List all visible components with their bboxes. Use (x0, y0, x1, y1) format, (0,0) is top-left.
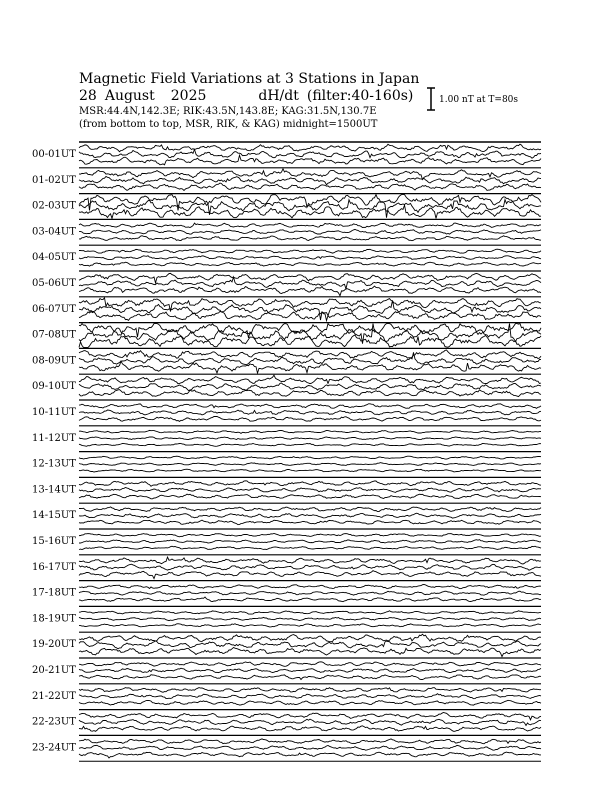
trace-rik (79, 745, 541, 750)
trace-rik (79, 564, 541, 570)
trace-kag (79, 634, 541, 642)
trace-rik (79, 694, 541, 699)
row-label: 13-14UT (32, 484, 76, 496)
trace-msr (79, 700, 541, 705)
trace-kag (79, 557, 541, 564)
row-label: 05-06UT (32, 278, 76, 289)
trace-msr (79, 648, 541, 657)
trace-rik (79, 540, 541, 543)
row-label: 14-15UT (32, 510, 76, 522)
trace-kag (79, 404, 541, 409)
trace-msr (79, 236, 541, 241)
row-label: 21-22UT (32, 690, 76, 702)
trace-kag (79, 350, 541, 359)
trace-msr (79, 597, 541, 602)
trace-msr (79, 675, 541, 680)
chart-title: Magnetic Field Variations at 3 Stations in Japan (79, 71, 420, 87)
scale-label: 1.00 nT at T=80s (439, 95, 519, 105)
trace-msr (79, 494, 541, 499)
trace-rik (79, 410, 541, 415)
row-label: 08-09UT (32, 355, 76, 367)
row-label: 10-11UT (32, 407, 76, 418)
date-day: 28 (79, 88, 97, 104)
trace-kag (79, 585, 541, 589)
trace-kag (79, 223, 541, 227)
trace-msr (79, 752, 541, 758)
trace-msr (79, 361, 541, 373)
row-label: 22-23UT (32, 716, 76, 728)
trace-msr (79, 546, 541, 549)
trace-rik (79, 487, 541, 492)
row-label: 15-16UT (32, 536, 76, 547)
filter-label: (filter:40-160s) (306, 88, 414, 104)
row-label: 18-19UT (32, 613, 76, 625)
trace-kag (79, 662, 541, 667)
trace-msr (79, 155, 541, 165)
trace-msr (79, 205, 541, 218)
trace-kag (79, 688, 541, 693)
trace-rik (79, 437, 541, 440)
scale-bar (427, 88, 435, 110)
row-label: 03-04UT (32, 226, 76, 238)
trace-rik (79, 383, 541, 391)
trace-msr (79, 726, 541, 732)
trace-msr (79, 286, 541, 296)
row-label: 06-07UT (32, 303, 76, 315)
trace-rik (79, 277, 541, 289)
trace-rik (79, 256, 541, 260)
quantity-label: dH/dt (258, 88, 299, 104)
trace-kag (79, 430, 541, 433)
row-label: 11-12UT (32, 432, 76, 444)
row-label: 12-13UT (32, 458, 76, 470)
date-year: 2025 (170, 88, 207, 104)
trace-rik (79, 719, 541, 725)
trace-kag (79, 611, 541, 614)
trace-kag (79, 739, 541, 744)
trace-kag (79, 507, 541, 512)
row-label: 04-05UT (32, 252, 76, 264)
row-label: 20-21UT (32, 665, 76, 676)
trace-rik (79, 177, 541, 185)
trace-rik (79, 668, 541, 672)
trace-rik (79, 641, 541, 649)
date-month: August (104, 88, 155, 104)
trace-kag (79, 481, 541, 487)
trace-kag (79, 534, 541, 537)
order-note: (from bottom to top, MSR, RIK, & KAG) midnight=1500UT (79, 119, 378, 130)
trace-rik (79, 617, 541, 620)
trace-kag (79, 273, 541, 283)
trace-kag (79, 144, 541, 152)
row-label: 01-02UT (32, 174, 76, 186)
trace-rik (79, 149, 541, 158)
trace-rik (79, 229, 541, 234)
row-label: 09-10UT (32, 381, 76, 393)
trace-msr (79, 416, 541, 421)
trace-kag (79, 456, 541, 459)
trace-kag (79, 375, 541, 384)
trace-msr (79, 262, 541, 266)
trace-kag (79, 169, 541, 180)
row-label: 07-08UT (32, 329, 76, 341)
trace-msr (79, 571, 541, 579)
hour-rows (32, 142, 541, 761)
row-label: 19-20UT (32, 639, 76, 651)
trace-kag (79, 249, 541, 253)
trace-msr (79, 444, 541, 447)
trace-msr (79, 183, 541, 191)
trace-rik (79, 513, 541, 518)
trace-msr (79, 624, 541, 627)
row-label: 00-01UT (32, 149, 76, 160)
stations-line: MSR:44.4N,142.3E; RIK:43.5N,143.8E; KAG:31.5N,130.7E (79, 106, 377, 117)
row-label: 23-24UT (32, 742, 76, 754)
row-label: 17-18UT (32, 587, 76, 599)
trace-msr (79, 520, 541, 525)
trace-msr (79, 390, 541, 397)
trace-kag (79, 298, 541, 312)
trace-msr (79, 469, 541, 472)
trace-rik (79, 463, 541, 466)
row-label: 16-17UT (32, 561, 76, 573)
trace-kag (79, 195, 541, 211)
trace-rik (79, 591, 541, 595)
row-label: 02-03UT (32, 200, 76, 212)
